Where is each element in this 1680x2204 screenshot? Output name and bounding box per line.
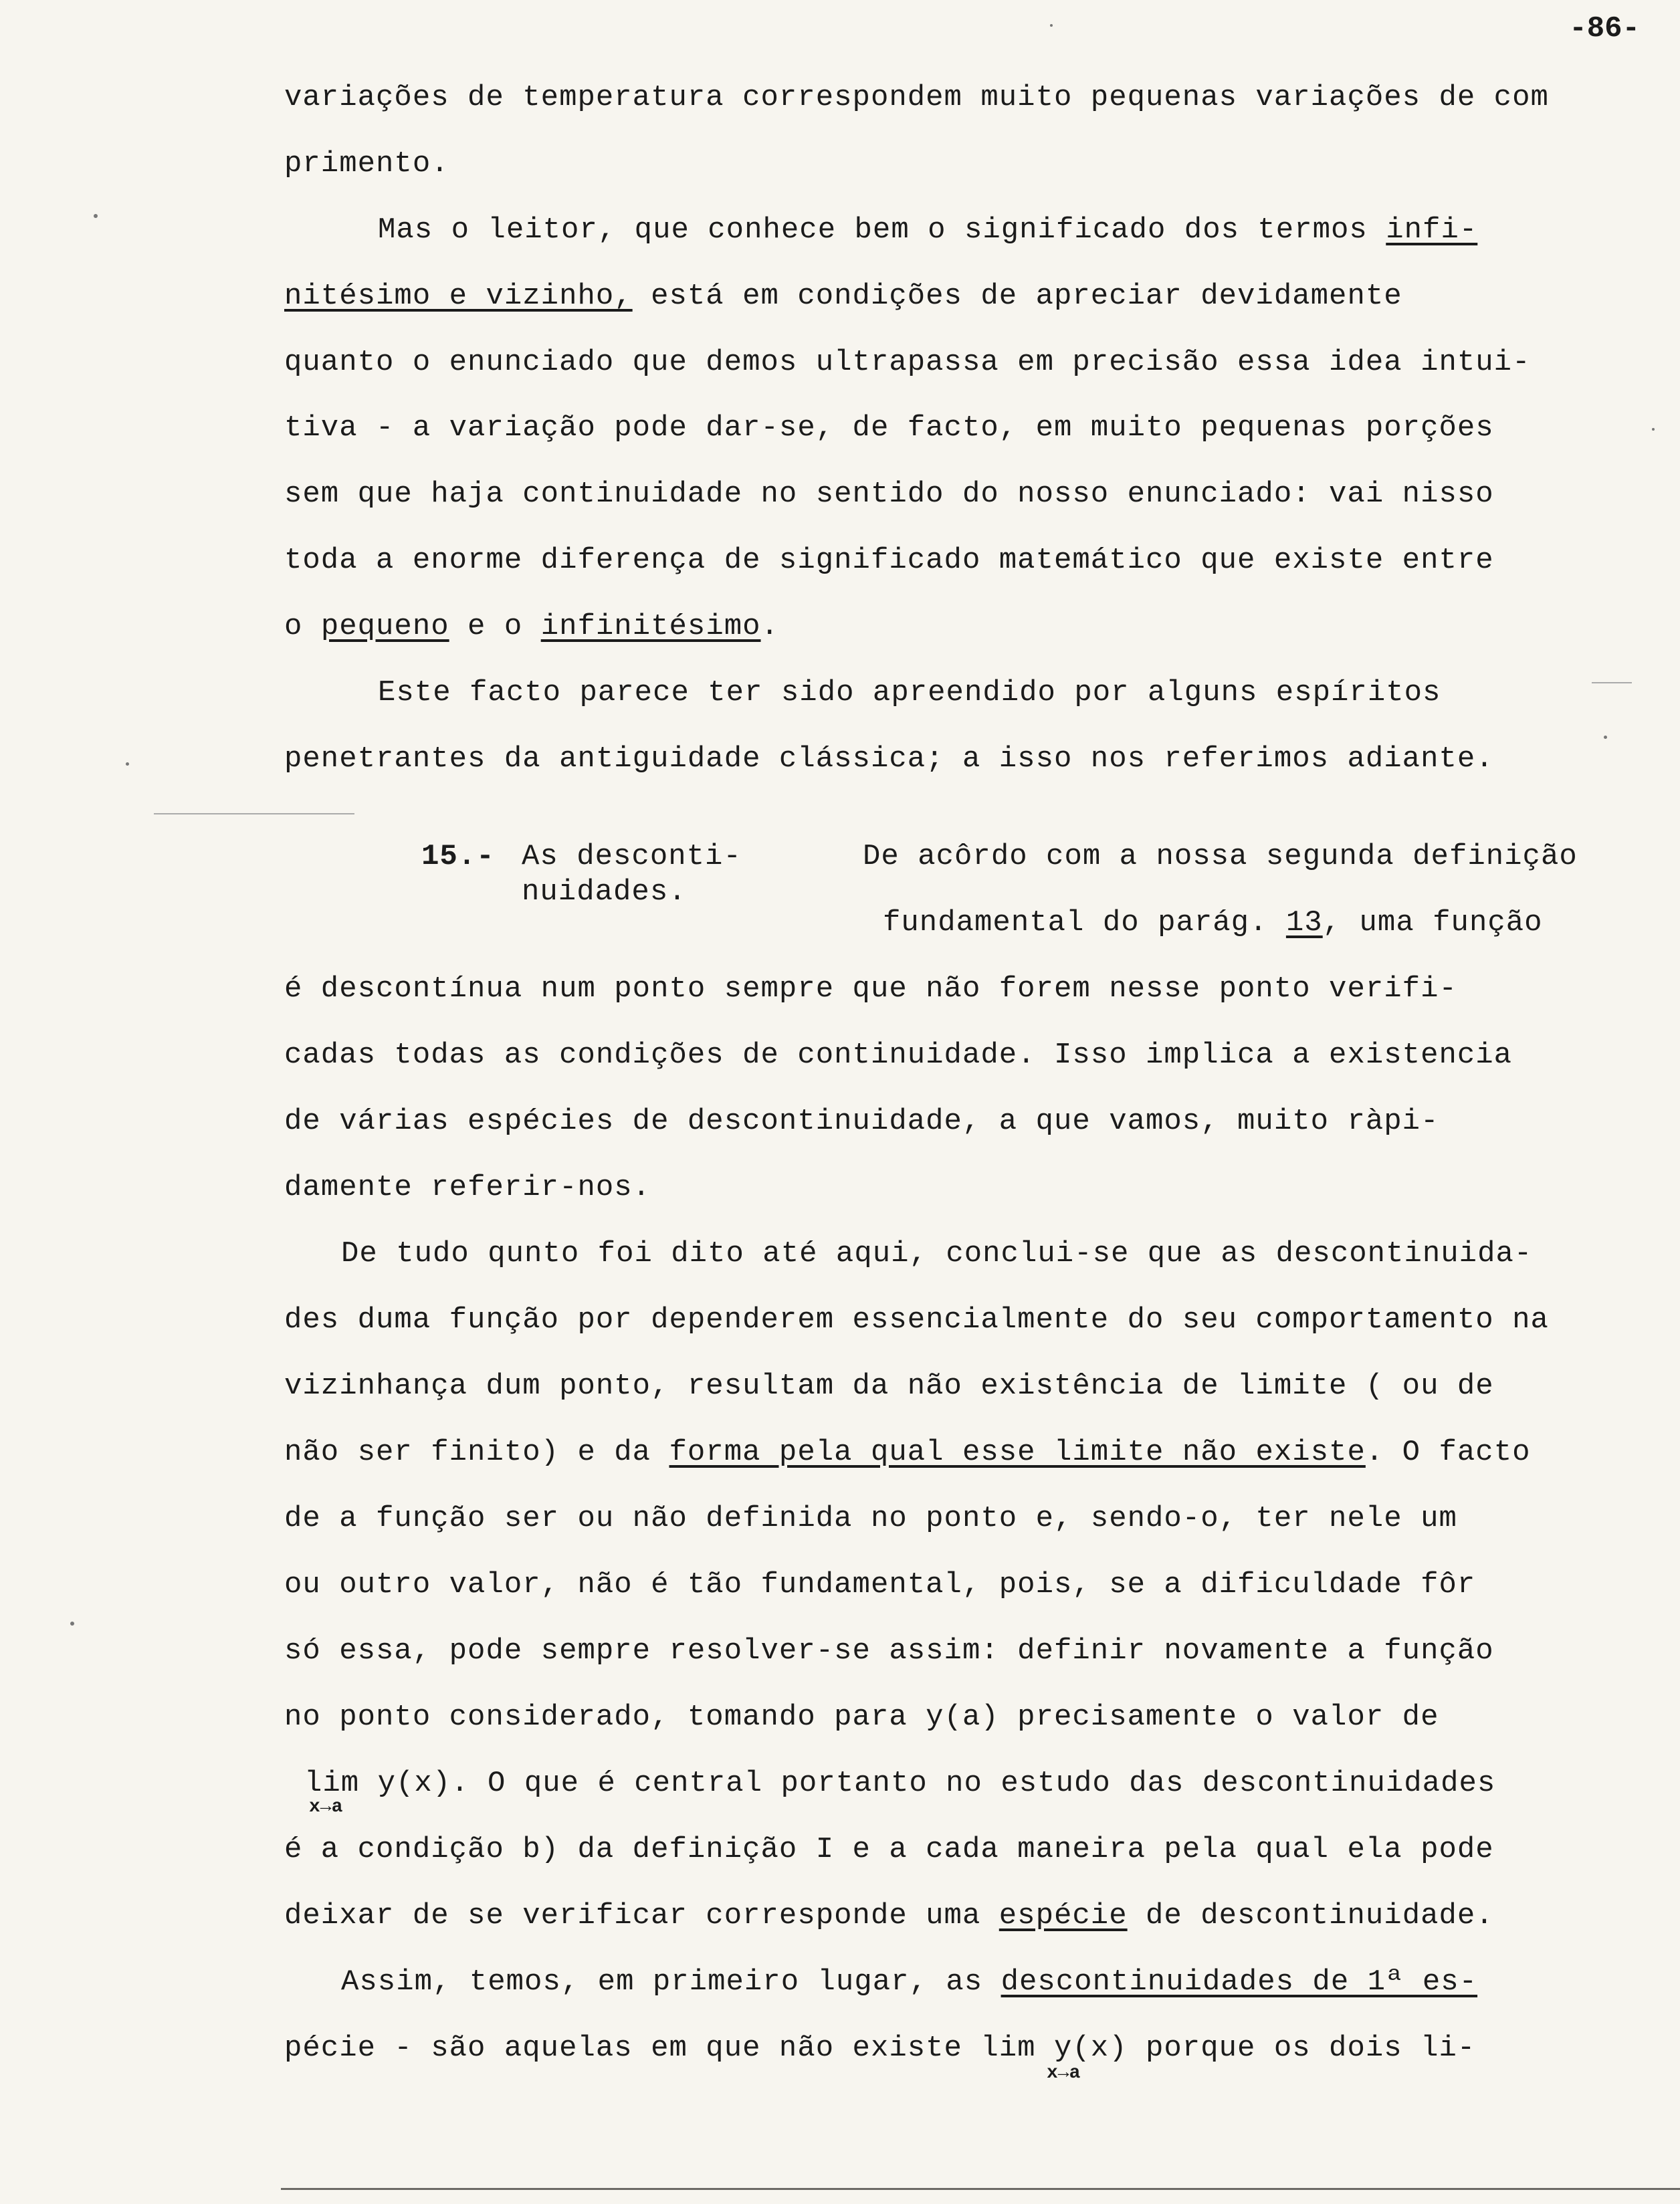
section-title-line1: As desconti-	[522, 840, 742, 873]
text-line: toda a enorme diferença de significado matemático que existe entre	[284, 544, 1494, 577]
limit-subscript: x→a	[309, 1797, 343, 1817]
text-line	[284, 1897, 1494, 1935]
underlined-term: pequeno	[320, 610, 449, 643]
scan-speck	[1652, 428, 1655, 431]
page-number: -86-	[1569, 12, 1640, 45]
text-line	[284, 278, 1402, 315]
section-number: 15.-	[421, 840, 495, 873]
text-line: quanto o enunciado que demos ultrapassa em precisão essa idea intui-	[284, 346, 1531, 379]
text-line: primento.	[284, 147, 449, 181]
text-line: de a função ser ou não definida no ponto e, sendo-o, ter nele um	[284, 1502, 1457, 1535]
scan-smudge	[1592, 682, 1632, 683]
text-line: no ponto considerado, tomando para y(a) precisamente o valor de	[284, 1700, 1439, 1734]
text-segment: fundamental do parág.	[883, 906, 1286, 940]
text-line: De tudo qunto foi dito até aqui, conclui-se que as descontinuida-	[341, 1237, 1533, 1271]
text-line	[378, 211, 1477, 249]
scan-speck	[1604, 736, 1607, 739]
text-line: lim y(x). O que é central portanto no estudo das descontinuidades	[304, 1767, 1496, 1800]
scan-smudge	[154, 813, 354, 814]
text-line: Este facto parece ter sido apreendido por alguns espíritos	[378, 676, 1441, 709]
text-line: des duma função por dependerem essencialmente do seu comportamento na	[284, 1303, 1549, 1337]
underlined-term: 13	[1285, 906, 1323, 940]
scan-speck	[1050, 24, 1053, 27]
text-line	[341, 1963, 1477, 2001]
text-line: De acôrdo com a nossa segunda definição	[863, 840, 1578, 873]
text-segment: deixar de se verificar corresponde uma	[284, 1899, 999, 1933]
text-segment: Assim, temos, em primeiro lugar, as	[341, 1965, 1001, 1999]
text-line: vizinhança dum ponto, resultam da não existência de limite ( ou de	[284, 1369, 1494, 1403]
text-segment: Mas o leitor, que conhece bem o significado dos termos	[378, 213, 1386, 247]
underlined-term: forma pela qual esse limite não existe	[669, 1436, 1366, 1469]
text-line: tiva - a variação pode dar-se, de facto, em muito pequenas porções	[284, 411, 1494, 445]
text-line: pécie - são aquelas em que não existe lim y(x) porque os dois li-	[284, 2031, 1476, 2065]
limit-subscript: x→a	[1047, 2063, 1081, 2084]
text-line: é a condição b) da definição I e a cada maneira pela qual ela pode	[284, 1833, 1494, 1866]
text-line	[284, 608, 779, 645]
text-segment: está em condições de apreciar devidamente	[632, 280, 1402, 313]
text-line	[883, 904, 1543, 942]
text-line: sem que haja continuidade no sentido do nosso enunciado: vai nisso	[284, 477, 1494, 511]
bottom-rule	[281, 2188, 1680, 2190]
text-line: variações de temperatura correspondem muito pequenas variações de com	[284, 81, 1549, 114]
section-title-line2: nuidades.	[522, 875, 687, 909]
scan-speck	[94, 214, 98, 218]
text-line	[284, 1434, 1531, 1471]
text-segment: . O facto	[1365, 1436, 1531, 1469]
text-line: é descontínua num ponto sempre que não forem nesse ponto verifi-	[284, 972, 1457, 1006]
text-segment: e o	[449, 610, 541, 643]
text-line: cadas todas as condições de continuidade. Isso implica a existencia	[284, 1038, 1513, 1072]
underlined-term: descontinuidades de 1ª es-	[1001, 1965, 1478, 1999]
scan-speck	[70, 1622, 74, 1626]
underlined-term: infinitésimo	[540, 610, 761, 643]
underlined-term: infi-	[1386, 213, 1478, 247]
text-line: damente referir-nos.	[284, 1171, 651, 1204]
text-segment: .	[760, 610, 779, 643]
text-segment: , uma função	[1322, 906, 1543, 940]
text-line: só essa, pode sempre resolver-se assim: definir novamente a função	[284, 1634, 1494, 1668]
text-segment: não ser finito) e da	[284, 1436, 669, 1469]
text-line: ou outro valor, não é tão fundamental, pois, se a dificuldade fôr	[284, 1568, 1476, 1602]
underlined-term: espécie	[999, 1899, 1128, 1933]
text-segment: o	[284, 610, 321, 643]
text-line: penetrantes da antiguidade clássica; a isso nos referimos adiante.	[284, 742, 1494, 776]
underlined-term: nitésimo e vizinho,	[284, 280, 633, 313]
text-segment: de descontinuidade.	[1127, 1899, 1494, 1933]
scan-speck	[126, 762, 129, 766]
text-line: de várias espécies de descontinuidade, a que vamos, muito ràpi-	[284, 1105, 1439, 1138]
